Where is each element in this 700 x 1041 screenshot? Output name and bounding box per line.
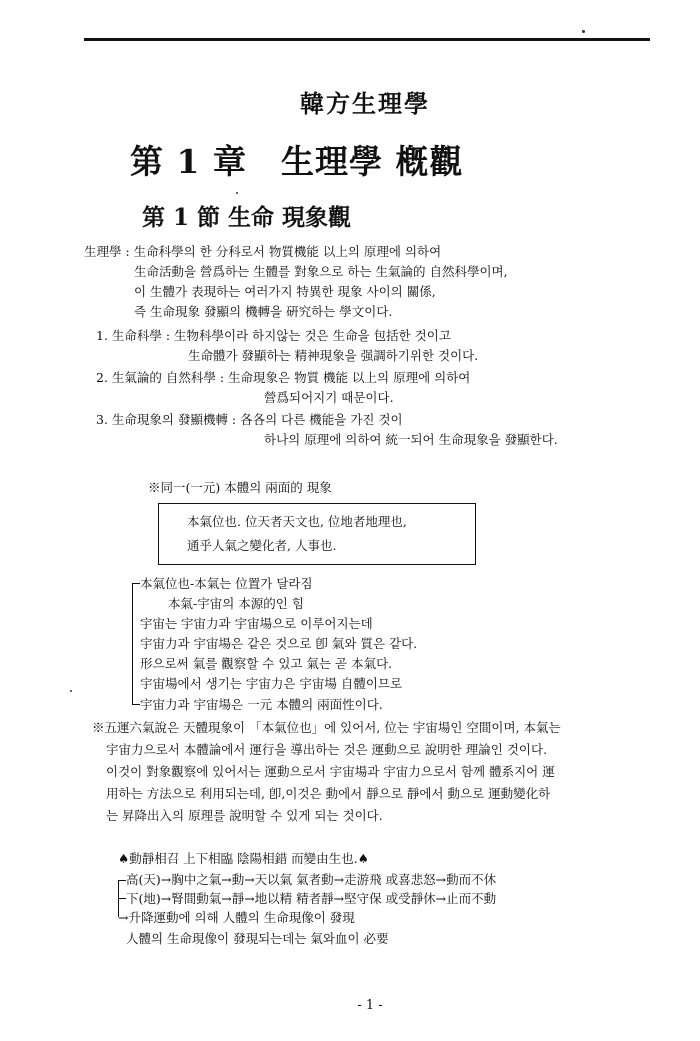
bracket-tick bbox=[118, 880, 126, 881]
bracket-tick bbox=[118, 898, 126, 899]
numbered-item-cont: 營爲되어지기 때문이다. bbox=[264, 390, 394, 405]
quote-box bbox=[158, 503, 476, 565]
scan-speck bbox=[236, 192, 238, 194]
definition-line: 즉 生命現象 發顯의 機轉을 硏究하는 學文이다. bbox=[134, 304, 393, 319]
page-number: - 1 - bbox=[357, 998, 383, 1013]
numbered-item-cont: 하나의 原理에 의하여 統一되어 生命現象을 發顯한다. bbox=[264, 432, 558, 447]
note-paragraph-line: 宇宙力으로서 本體論에서 運行을 導出하는 것은 運動으로 說明한 理論인 것이다. bbox=[106, 742, 548, 757]
quote-line: 通乎人氣之變化者, 人事也. bbox=[187, 538, 337, 553]
numbered-item: 3. 生命現象의 發顯機轉 : 各各의 다른 機能을 가진 것이 bbox=[96, 412, 403, 427]
definition-line: 이 生體가 表現하는 여러가지 特異한 現象 사이의 關係, bbox=[134, 284, 436, 299]
motion-line: 人體의 生命現像이 發現되는데는 氣와血이 必要 bbox=[126, 931, 389, 946]
list-line: 本氣-宇宙의 本源的인 힘 bbox=[168, 596, 304, 611]
note-paragraph-line: 用하는 方法으로 利用되는데, 卽,이것은 動에서 靜으로 靜에서 動으로 運動變化하 bbox=[106, 786, 551, 801]
scan-speck bbox=[70, 690, 72, 692]
motion-line: 高(天)→胸中之氣→動→天以氣 氣者動→走游飛 或喜悲怒→動而不休 bbox=[126, 872, 497, 887]
list-line: 本氣位也-本氣는 位置가 달라짐 bbox=[140, 576, 313, 591]
numbered-item: 2. 生氣論的 自然科學 : 生命現象은 物質 機能 以上의 原理에 의하여 bbox=[96, 370, 471, 385]
list-line: 宇宙는 宇宙力과 宇宙場으로 이루어지는데 bbox=[140, 616, 373, 631]
chapter-heading: 第 1 章 生理學 槪觀 bbox=[130, 142, 464, 181]
note-paragraph-line: 는 昇降出入의 原理를 說明할 수 있게 되는 것이다. bbox=[106, 808, 383, 823]
note-heading: ※同一(一元) 本體의 兩面的 現象 bbox=[148, 480, 332, 495]
list-line: 宇宙力과 宇宙場은 一元 本體의 兩面性이다. bbox=[140, 697, 383, 712]
list-line: 宇宙力과 宇宙場은 같은 것으로 卽 氣와 質은 같다. bbox=[140, 636, 418, 651]
list-bracket bbox=[132, 583, 133, 704]
numbered-item: 1. 生命科學 : 生物科學이라 하지않는 것은 生命을 包括한 것이고 bbox=[96, 328, 451, 343]
bracket-tick bbox=[132, 583, 140, 584]
note-paragraph-line: 이것이 對象觀察에 있어서는 運動으로서 宇宙場과 宇宙力으로서 함께 體系지어 運 bbox=[106, 764, 555, 779]
definition-line: 生理學 : 生命科學의 한 分科로서 物質機能 以上의 原理에 의하여 bbox=[84, 244, 442, 259]
bracket-tick bbox=[132, 704, 140, 705]
quote-line: 本氣位也. 位天者天文也, 位地者地理也, bbox=[187, 514, 407, 529]
motion-line: →升降運動에 의해 人體의 生命現像이 發現 bbox=[118, 910, 355, 925]
top-rule bbox=[84, 38, 650, 41]
motion-heading: ♠動靜相召 上下相臨 陰陽相錯 而變由生也.♠ bbox=[118, 851, 369, 866]
numbered-item-cont: 生命體가 發顯하는 精神現象을 强調하기위한 것이다. bbox=[188, 348, 479, 363]
list-line: 形으로써 氣를 觀察할 수 있고 氣는 곧 本氣다. bbox=[140, 656, 393, 671]
note-paragraph-line: ※五運六氣說은 天體現象이 「本氣位也」에 있어서, 位는 宇宙場인 空間이며, 本氣는 bbox=[92, 720, 561, 735]
scan-speck bbox=[582, 30, 585, 33]
list-line: 宇宙場에서 생기는 宇宙力은 宇宙場 自體이므로 bbox=[140, 676, 403, 691]
book-title: 韓方生理學 bbox=[300, 89, 430, 118]
section-heading: 第 1 節 生命 現象觀 bbox=[142, 204, 352, 231]
definition-line: 生命活動을 營爲하는 生體를 對象으로 하는 生氣論的 自然科學이며, bbox=[134, 264, 508, 279]
motion-line: 下(地)→腎間動氣→靜→地以精 精者靜→堅守保 或受靜休→止而不動 bbox=[126, 891, 497, 906]
